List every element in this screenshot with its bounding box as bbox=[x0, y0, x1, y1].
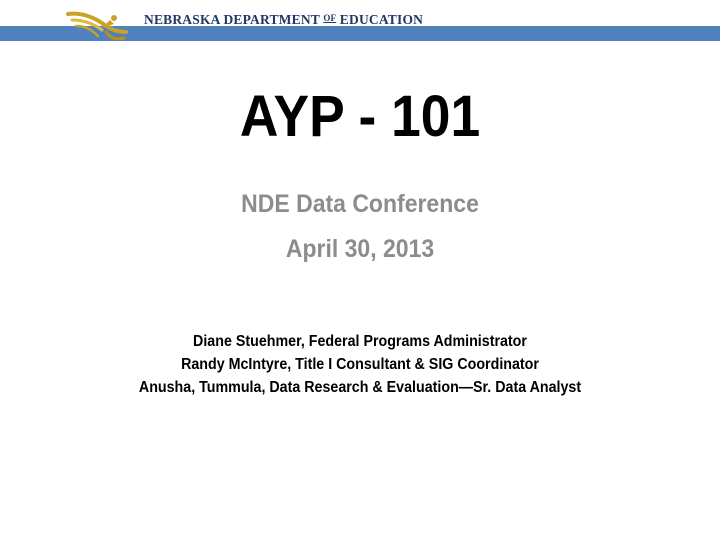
presenter-item: Diane Stuehmer, Federal Programs Administrator bbox=[193, 333, 527, 350]
org-name-of: OF bbox=[323, 13, 337, 23]
org-name-part2: EDUCATION bbox=[336, 12, 424, 27]
org-name bbox=[144, 12, 423, 28]
conference-name: NDE Data Conference bbox=[241, 190, 479, 218]
slide-header bbox=[0, 0, 720, 46]
conference-date: April 30, 2013 bbox=[285, 235, 435, 263]
org-name-part1: NEBRASKA DEPARTMENT bbox=[144, 12, 324, 27]
presenter-item: Anusha, Tummula, Data Research & Evaluation—Sr. Data Analyst bbox=[138, 379, 582, 396]
presenter-item: Randy McIntyre, Title I Consultant & SIG Coordinator bbox=[181, 356, 539, 373]
sower-logo-icon bbox=[62, 8, 142, 44]
slide-title: AYP - 101 bbox=[239, 84, 481, 149]
presenter-list bbox=[29, 330, 691, 399]
